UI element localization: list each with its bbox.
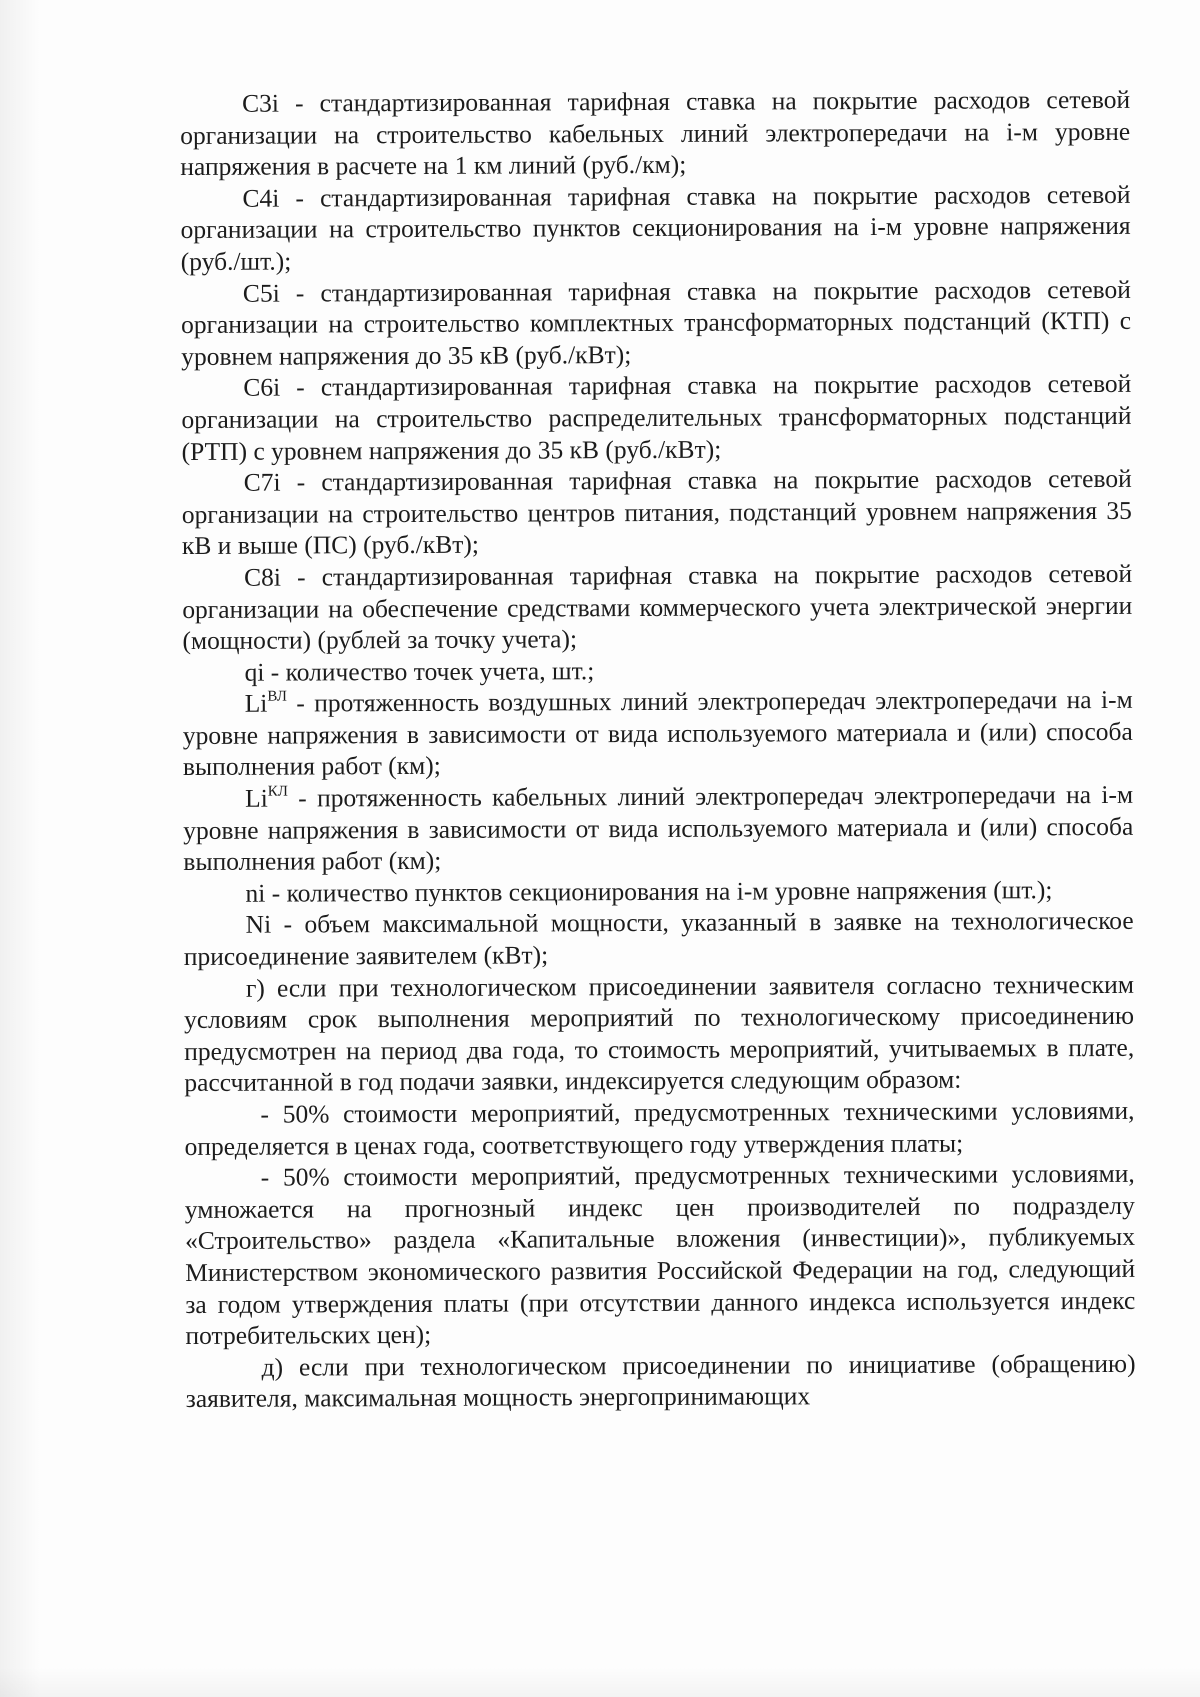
document-body <box>180 84 1136 1415</box>
paragraph-c3i: С3i - стандартизированная тарифная ставка на покрытие расходов сетевой организации на строительство кабельных линий электропередачи на i-м уровне напряжения в расчете на 1 км линий (руб./км); <box>180 84 1131 182</box>
scan-shadow-bottom <box>0 1667 1200 1697</box>
paragraph-c7i: С7i - стандартизированная тарифная ставка на покрытие расходов сетевой организации на строительство центров питания, подстанций уровнем напряжения 35 кВ и выше (ПС) (руб./кВт); <box>181 463 1132 561</box>
paragraph-li-kl <box>183 779 1133 878</box>
li-kl-superscript: КЛ <box>267 783 288 800</box>
li-vl-superscript: ВЛ <box>267 688 287 705</box>
li-kl-definition: - протяженность кабельных линий электропередач электропередачи на i-м уровне напряжения в зависимости от вида используемого материала и (или) способа выполнения работ (км); <box>183 779 1134 877</box>
paragraph-c6i: С6i - стандартизированная тарифная ставка на покрытие расходов сетевой организации на строительство распределительных трансформаторных подстанций (РТП) с уровнем напряжения до 35 кВ (руб./кВт); <box>181 369 1132 466</box>
paragraph-ni: ni - количество пунктов секционирования на i-м уровне напряжения (шт.); <box>245 875 1053 908</box>
paragraph-c4i: С4i - стандартизированная тарифная ставка на покрытие расходов сетевой организации на строительство пунктов секционирования на i-м уровне напряжения (руб./шт.); <box>180 179 1131 276</box>
paragraph-clause-g: г) если при технологическом присоединении заявителя согласно техническим условиям срок выполнения мероприятий по технологическому присоединению предусмотрен на период два года, то стоимость мероприятий, учитываемых в плате, рассчитанной в год подачи заявки, индексируется следующим образом: <box>184 969 1135 1098</box>
list-item-second-50: - 50% стоимости мероприятий, предусмотренных техническими условиями, умножается на прогнозный индекс цен производителей по подразделу «Строительство» раздела «Капитальные вложения (инвестиции)», публикуемых Министерством экономического развития Российской Федерации на год, следующий за годом утверждения платы (при отсутствии данного индекса используется индекс потребительских цен); <box>184 1159 1136 1351</box>
paragraph-c8i: С8i - стандартизированная тарифная ставка на покрытие расходов сетевой организации на обеспечение средствами коммерческого учета электрической энергии (мощности) (рублей за точку учета); <box>182 558 1133 656</box>
paragraph-li-vl <box>183 684 1133 783</box>
paragraph-qi: qi - количество точек учета, шт.; <box>244 655 595 687</box>
paragraph-capital-ni: Ni - объем максимальной мощности, указанный в заявке на технологическое присоединение заявителем (кВт); <box>183 906 1134 972</box>
li-kl-symbol: Li <box>245 783 268 813</box>
scan-shadow-left <box>0 0 40 1697</box>
paragraph-clause-d: д) если при технологическом присоединении по инициативе (обращению) заявителя, максимальная мощность энергопринимающих <box>185 1348 1136 1414</box>
li-vl-definition: - протяженность воздушных линий электропередач электропередачи на i-м уровне напряжения в зависимости от вида используемого материала и (или) способа выполнения работ (км); <box>182 685 1133 782</box>
li-vl-symbol: Li <box>244 688 268 719</box>
list-item-first-50: - 50% стоимости мероприятий, предусмотренных техническими условиями, определяется в ценах года, соответствующего году утверждения платы; <box>184 1095 1135 1161</box>
paragraph-c5i: С5i - стандартизированная тарифная ставка на покрытие расходов сетевой организации на строительство комплектных трансформаторных подстанций (КТП) с уровнем напряжения до 35 кВ (руб./кВт); <box>180 274 1132 371</box>
